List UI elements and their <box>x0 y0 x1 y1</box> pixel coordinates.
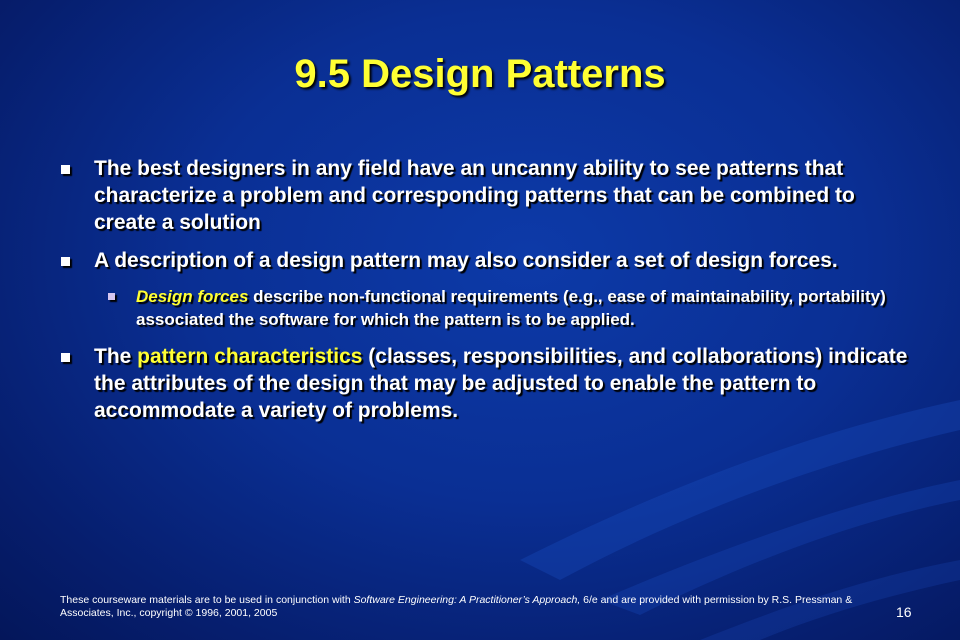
slide-body <box>60 155 920 435</box>
footer-book-title: Software Engineering: A Practitioner’s Approach, <box>353 594 581 606</box>
design-forces-highlight: Design forces <box>136 287 249 306</box>
bullet-item-2 <box>60 247 920 274</box>
square-bullet-icon <box>61 353 70 362</box>
bullet-text-3-pre: The <box>94 345 138 368</box>
square-sub-bullet-icon <box>108 293 115 300</box>
sub-bullet-text-1: describe non-functional requirements (e.g., ease of maintainability, portability) associated the software for which the pattern is to be applied. <box>136 287 886 329</box>
bullet-text-1: The best designers in any field have an uncanny ability to see patterns that characterize a problem and corresponding patterns that can be combined to create a solution <box>94 157 855 234</box>
square-bullet-icon <box>61 165 70 174</box>
bullet-item-3 <box>60 343 920 424</box>
page-number: 16 <box>896 604 912 620</box>
bullet-text-2: A description of a design pattern may also consider a set of design forces. <box>94 249 838 272</box>
square-bullet-icon <box>61 257 70 266</box>
footer-text-pre: These courseware materials are to be used in conjunction with <box>60 594 354 606</box>
footer-copyright <box>60 594 860 620</box>
slide-title: 9.5 Design Patterns <box>294 52 666 96</box>
bullet-text-3-rest: (classes, responsibilities, and collaborations) indicate the attributes of the design that may be adjusted to enable the pattern to accommodate a variety of problems. <box>94 345 908 422</box>
sub-bullet-item-1 <box>60 285 920 331</box>
pattern-characteristics-highlight: pattern characteristics <box>137 345 363 368</box>
footer-text-post: 6/e and are provided with permission by R.S. Pressman & Associates, Inc., copyright © 1996, 2001, 2005 <box>60 594 853 619</box>
bullet-item-1 <box>60 155 920 236</box>
